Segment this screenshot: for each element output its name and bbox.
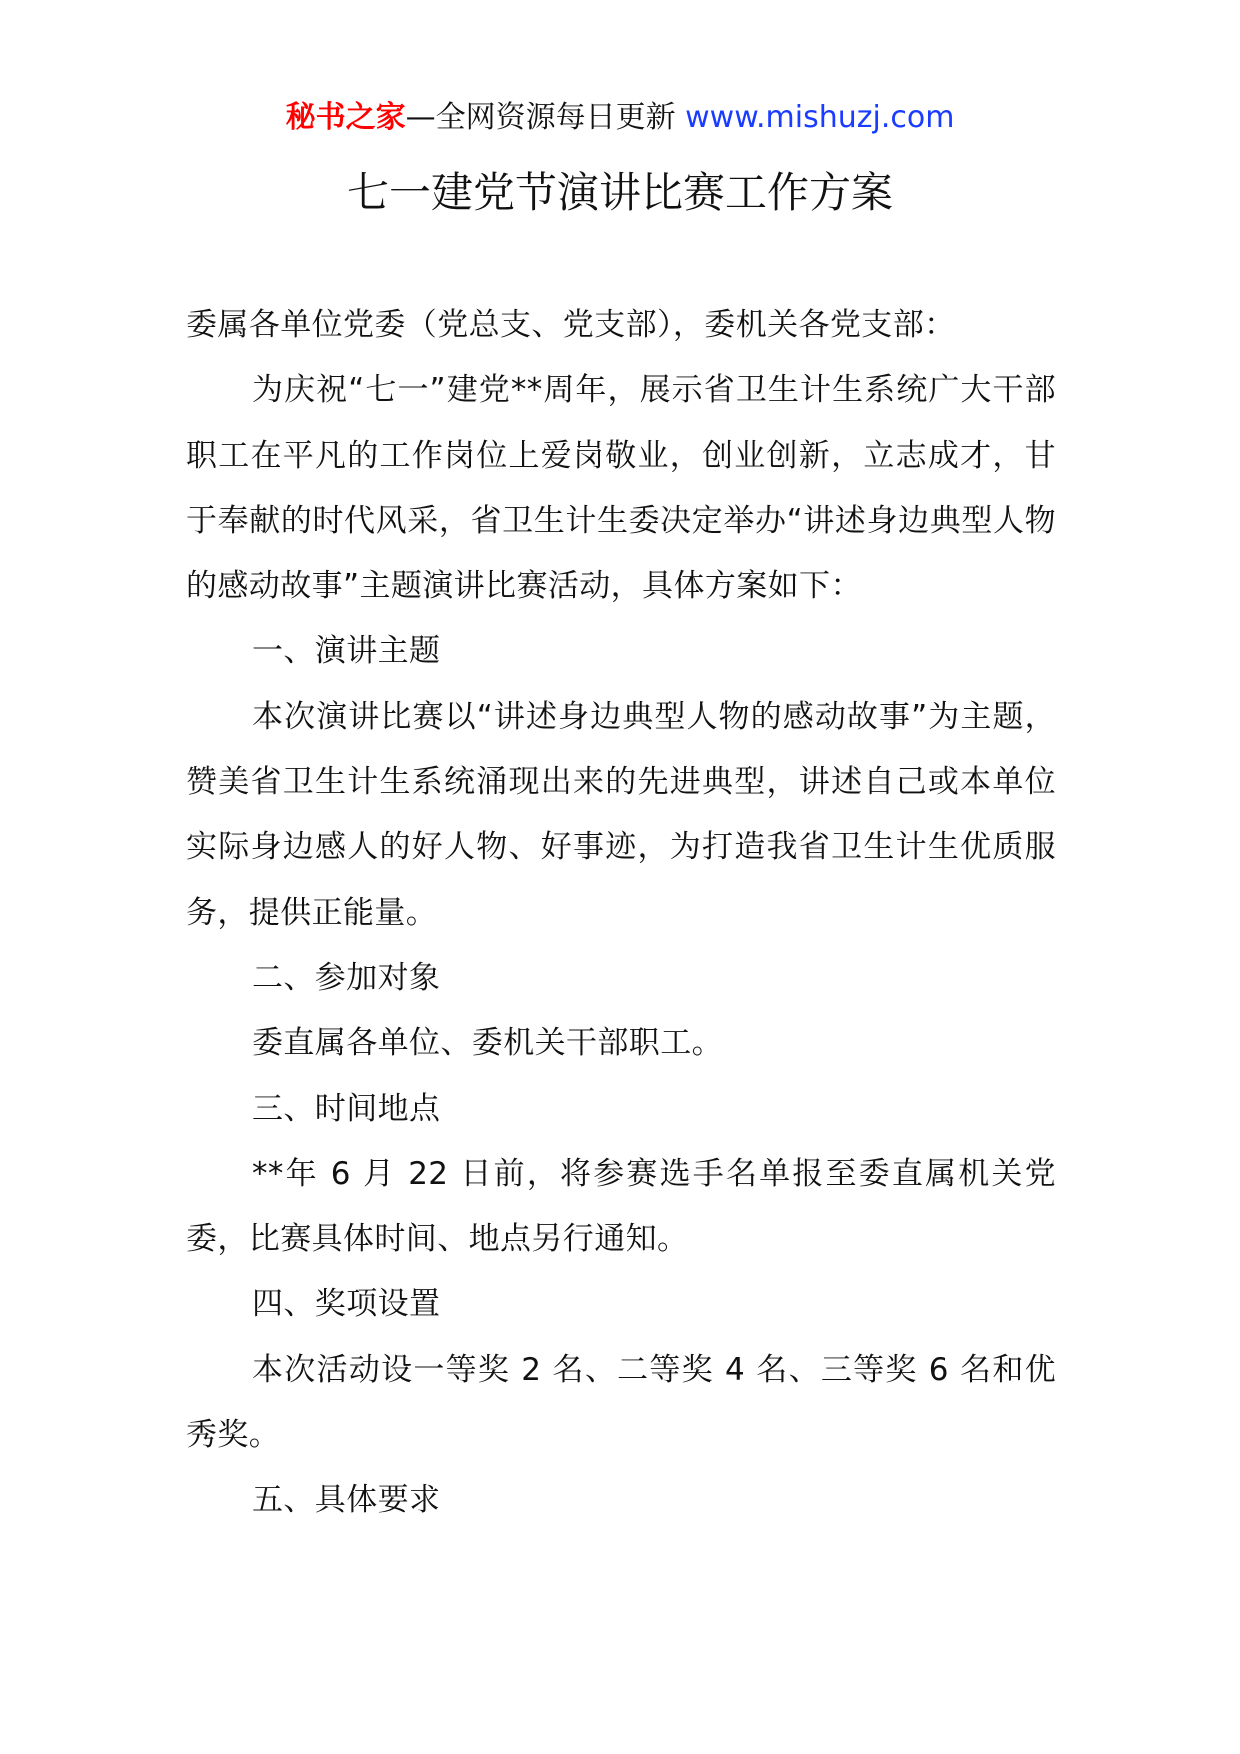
document-body xyxy=(186,293,1056,1534)
section-heading-awards: 四、奖项设置 xyxy=(252,1286,441,1323)
section-heading-requirements: 五、具体要求 xyxy=(252,1482,441,1519)
salutation: 委属各单位党委（党总支、党支部），委机关各党支部： xyxy=(186,307,956,343)
section-body-participants: 委直属各单位、委机关干部职工。 xyxy=(252,1025,723,1062)
site-brand: 秘书之家 xyxy=(285,100,406,135)
site-header xyxy=(0,98,1240,138)
section-heading-time-place: 三、时间地点 xyxy=(252,1090,441,1127)
site-slogan: —全网资源每日更新 xyxy=(405,100,676,135)
section-heading-participants: 二、参加对象 xyxy=(252,959,441,996)
section-body-theme: 本次演讲比赛以“讲述身边典型人物的感动故事”为主题，赞美省卫生计生系统涌现出来的先进典型，讲述自己或本单位实际身边感人的好人物、好事迹，为打造我省卫生计生优质服务，提供正能量。 xyxy=(186,698,1056,931)
section-body-time-place: **年 6 月 22 日前，将参赛选手名单报至委直属机关党委，比赛具体时间、地点另行通知。 xyxy=(186,1155,1056,1258)
section-body-awards: 本次活动设一等奖 2 名、二等奖 4 名、三等奖 6 名和优秀奖。 xyxy=(186,1351,1056,1454)
section-heading-theme: 一、演讲主题 xyxy=(252,633,441,670)
intro-paragraph: 为庆祝“七一”建党**周年，展示省卫生计生系统广大干部职工在平凡的工作岗位上爱岗敬业，创业创新，立志成才，甘于奉献的时代风采，省卫生计生委决定举办“讲述身边典型人物的感动故事”主题演讲比赛活动，具体方案如下： xyxy=(186,372,1056,605)
document-title: 七一建党节演讲比赛工作方案 xyxy=(346,168,893,217)
site-url-link[interactable]: www.mishuzj.com xyxy=(685,100,955,135)
